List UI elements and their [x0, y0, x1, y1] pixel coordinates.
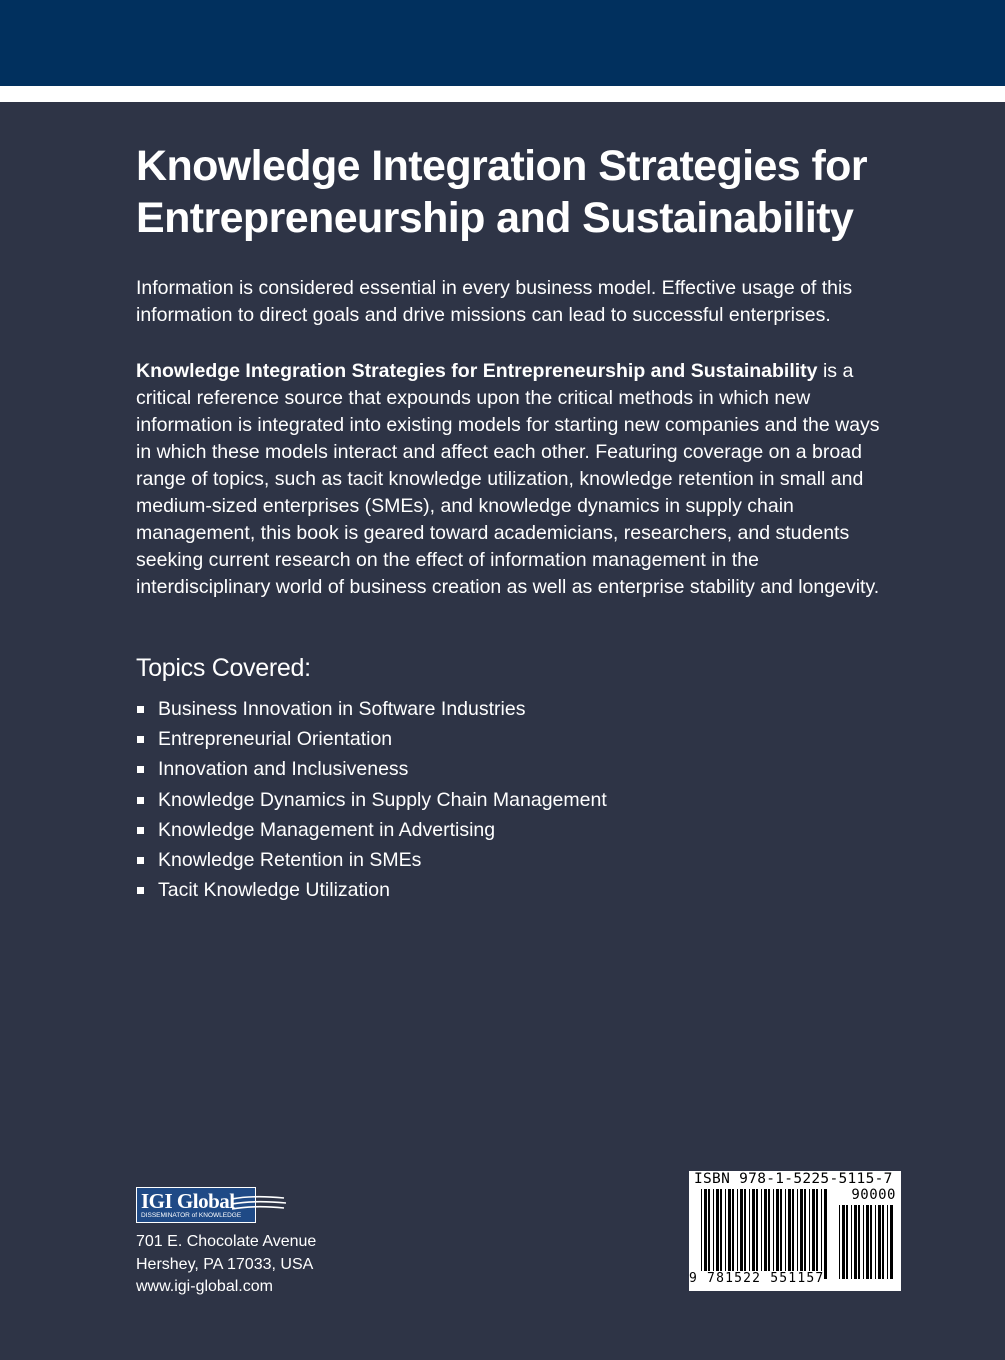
publisher-logo — [136, 1187, 286, 1225]
barcode-bar — [761, 1189, 762, 1279]
isbn-label: ISBN 978-1-5225-5115-7 — [694, 1171, 893, 1187]
barcode-bar — [792, 1189, 794, 1279]
barcode-bar — [713, 1189, 714, 1279]
barcode-bar — [716, 1189, 719, 1279]
white-stripe — [0, 86, 1005, 102]
barcode-bar — [824, 1189, 827, 1279]
topics-list — [136, 694, 607, 905]
publisher-website: www.igi-global.com — [136, 1278, 273, 1295]
topic-item — [136, 694, 607, 724]
square-bullet-icon — [137, 857, 144, 864]
logo-name: IGI Global — [141, 1189, 235, 1213]
square-bullet-icon — [137, 827, 144, 834]
barcode-bar — [816, 1189, 818, 1279]
intro-paragraph: Information is considered essential in every business model. Effective usage of this information to direct goals and drive missions can lead to successful enterprises. — [136, 277, 853, 326]
barcode-bar — [804, 1189, 806, 1279]
address-street: 701 E. Chocolate Avenue — [136, 1233, 317, 1250]
topic-item — [136, 845, 607, 875]
barcode-bar — [890, 1205, 893, 1279]
barcode-bar — [839, 1205, 840, 1279]
barcode-bar — [776, 1189, 779, 1279]
barcode-bar — [812, 1189, 815, 1279]
barcode-bar — [863, 1205, 864, 1279]
barcode-bar — [773, 1189, 774, 1279]
barcode-bar — [764, 1189, 767, 1279]
barcode-bar — [846, 1205, 848, 1279]
barcode-bar — [725, 1189, 726, 1279]
square-bullet-icon — [137, 736, 144, 743]
book-title — [136, 140, 916, 244]
barcode-bar — [882, 1205, 884, 1279]
barcode-bar — [809, 1189, 810, 1279]
square-bullet-icon — [137, 797, 144, 804]
barcode-bar — [797, 1189, 798, 1279]
topic-label: Tacit Knowledge Utilization — [158, 879, 390, 902]
description-text: is a critical reference source that expounds upon the critical methods in which new information is integrated into existing models for starting new companies and the ways in which these models interact and affect each other. Featuring coverage on a broad range of topics, such as tacit knowledge utilization, knowledge retention in small and medium-sized enterprises (SMEs), and knowledge dynamics in supply chain management, this book is geared toward academicians, researchers, and students seeking current research on the effect of information management in the interdisciplinary world of business creation as well as enterprise stability and longevity. — [136, 360, 880, 598]
barcode-bar — [708, 1189, 710, 1279]
barcode-bar — [788, 1189, 791, 1279]
publisher-address — [136, 1231, 316, 1299]
barcode-bar — [720, 1189, 722, 1279]
price-code: 90000 — [851, 1187, 896, 1203]
barcode-bar — [740, 1189, 743, 1279]
topic-item — [136, 875, 607, 905]
barcode-bar — [866, 1205, 869, 1279]
square-bullet-icon — [137, 766, 144, 773]
barcode-bar — [842, 1205, 845, 1279]
ean-digits: 9 781522 551157 — [689, 1271, 825, 1286]
topic-label: Knowledge Retention in SMEs — [158, 849, 422, 872]
description-paragraph — [136, 358, 896, 601]
logo-tagline: DISSEMINATOR of KNOWLEDGE — [141, 1212, 242, 1219]
topic-item — [136, 724, 607, 754]
topic-item — [136, 785, 607, 815]
topic-item — [136, 754, 607, 784]
barcode-bar — [875, 1205, 876, 1279]
square-bullet-icon — [137, 706, 144, 713]
barcode-bar — [780, 1189, 782, 1279]
barcode-bar — [887, 1205, 888, 1279]
barcode-bar — [768, 1189, 770, 1279]
barcode-bar — [821, 1189, 822, 1279]
barcode-bar — [728, 1189, 731, 1279]
barcode-bar — [851, 1205, 852, 1279]
isbn-barcode — [689, 1171, 901, 1291]
topic-label: Knowledge Management in Advertising — [158, 818, 496, 841]
topic-label: Innovation and Inclusiveness — [158, 758, 409, 781]
barcode-bar — [749, 1189, 750, 1279]
barcode-bar — [732, 1189, 734, 1279]
description-book-title: Knowledge Integration Strategies for Entrepreneurship and Sustainability — [136, 360, 818, 382]
barcode-bar — [854, 1205, 857, 1279]
barcode-bar — [756, 1189, 758, 1279]
barcode-bar — [870, 1205, 872, 1279]
top-color-band — [0, 0, 1005, 86]
topic-item — [136, 815, 607, 845]
barcode-bar — [744, 1189, 746, 1279]
barcode-bar — [737, 1189, 738, 1279]
topic-label: Entrepreneurial Orientation — [158, 728, 393, 751]
topics-heading: Topics Covered: — [136, 654, 311, 682]
topic-label: Knowledge Dynamics in Supply Chain Management — [158, 788, 607, 811]
barcode-bar — [704, 1189, 707, 1279]
title-line-1: Knowledge Integration Strategies for — [136, 142, 867, 190]
address-city: Hershey, PA 17033, USA — [136, 1255, 314, 1273]
logo-swoosh-icon — [232, 1195, 286, 1215]
barcode-bar — [878, 1205, 881, 1279]
barcode-bar — [800, 1189, 803, 1279]
title-line-2: Entrepreneurship and Sustainability — [136, 194, 854, 242]
barcode-bar — [701, 1189, 702, 1279]
topic-label: Business Innovation in Software Industries — [158, 698, 526, 720]
square-bullet-icon — [137, 887, 144, 894]
barcode-bar — [785, 1189, 786, 1279]
barcode-bar — [752, 1189, 755, 1279]
barcode-bar — [858, 1205, 860, 1279]
